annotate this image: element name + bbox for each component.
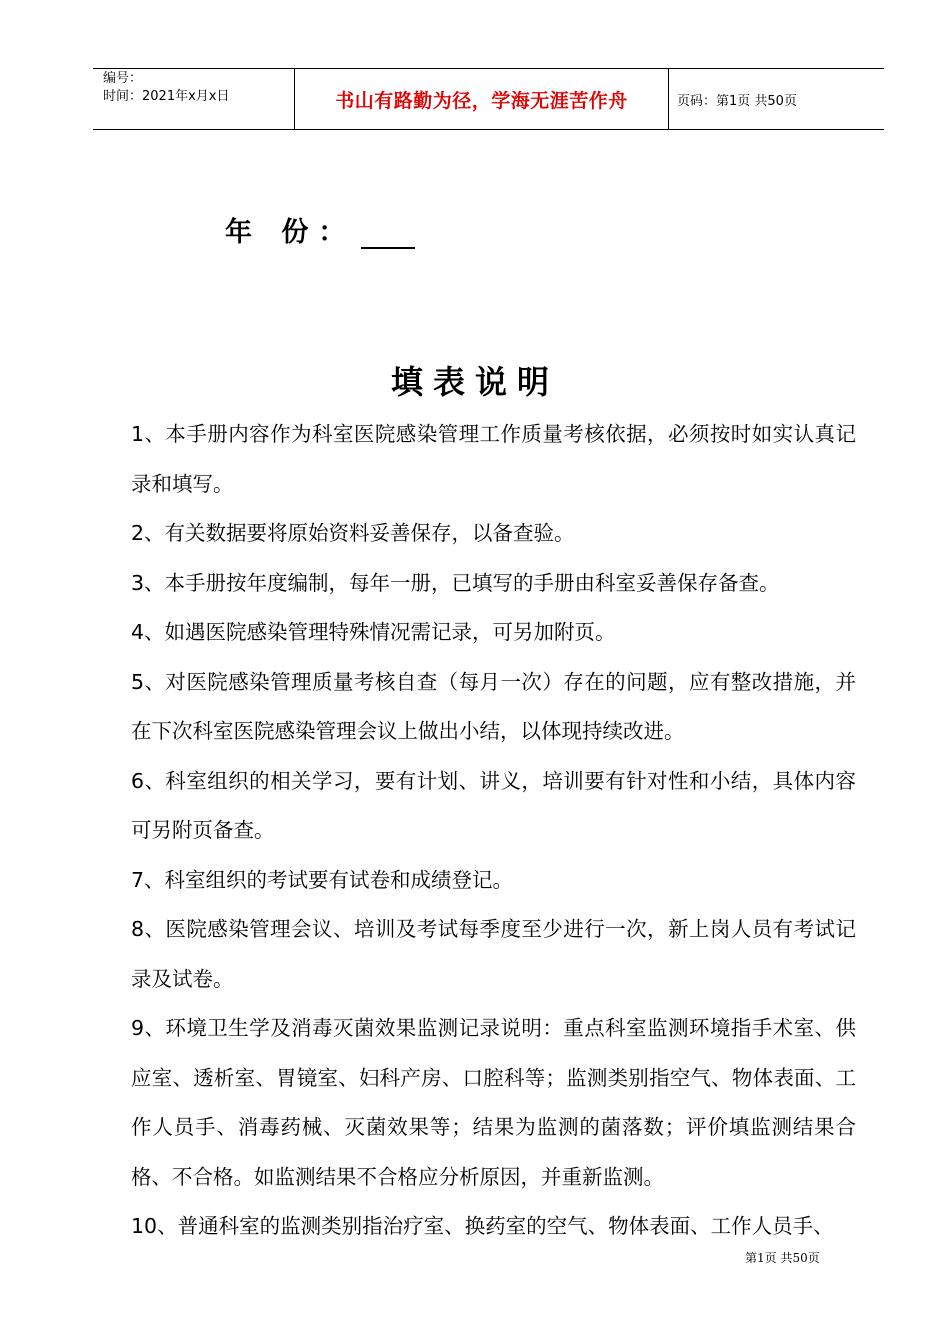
- document-number-label: 编号：: [103, 71, 143, 86]
- instruction-item-6: 6、科室组织的相关学习，要有计划、讲义，培训要有针对性和小结，具体内容可另附页备查。: [131, 768, 856, 842]
- year-blank-line: [361, 217, 415, 249]
- instruction-item-1: 1、本手册内容作为科室医院感染管理工作质量考核依据，必须按时如实认真记录和填写。: [131, 422, 856, 496]
- page-title: 填表说明: [390, 363, 559, 401]
- year-label: 年 份：: [225, 217, 356, 248]
- instruction-item-8: 8、医院感染管理会议、培训及考试每季度至少进行一次，新上岗人员有考试记录及试卷。: [131, 917, 856, 991]
- instructions-list: [131, 410, 856, 1252]
- page-footer: 第1页 共50页: [745, 1251, 820, 1265]
- instruction-item-3: 3、本手册按年度编制，每年一册，已填写的手册由科室妥善保存备查。: [131, 570, 780, 595]
- header-page-info: 页码：第1页 共50页: [677, 93, 797, 109]
- instruction-item-4: 4、如遇医院感染管理特殊情况需记录，可另加附页。: [131, 620, 616, 644]
- instruction-item-5: 5、对医院感染管理质量考核自查（每月一次）存在的问题，应有整改措施，并在下次科室医院感染管理会议上做出小结，以体现持续改进。: [131, 669, 856, 743]
- instruction-item-2: 2、有关数据要将原始资料妥善保存，以备查验。: [131, 521, 575, 545]
- header-meta-cell: [93, 69, 295, 129]
- year-field: [225, 210, 415, 249]
- header-motto-cell: [295, 69, 669, 129]
- document-header: [93, 68, 884, 130]
- instruction-item-9: 9、环境卫生学及消毒灭菌效果监测记录说明：重点科室监测环境指手术室、供应室、透析室、胃镜室、妇科产房、口腔科等；监测类别指空气、物体表面、工作人员手、消毒药械、灭菌效果等；结果为监测的菌落数；评价填监测结果合格、不合格。如监测结果不合格应分析原因，并重新监测。: [131, 1016, 856, 1189]
- header-motto: 书山有路勤为径，学海无涯苦作舟: [335, 89, 628, 112]
- instruction-item-7: 7、科室组织的考试要有试卷和成绩登记。: [131, 867, 514, 892]
- document-time-label: 时间：2021年x月x日: [103, 89, 230, 104]
- header-page-cell: [669, 69, 884, 129]
- instruction-item-10: 10、普通科室的监测类别指治疗室、换药室的空气、物体表面、工作人员手、: [131, 1214, 834, 1238]
